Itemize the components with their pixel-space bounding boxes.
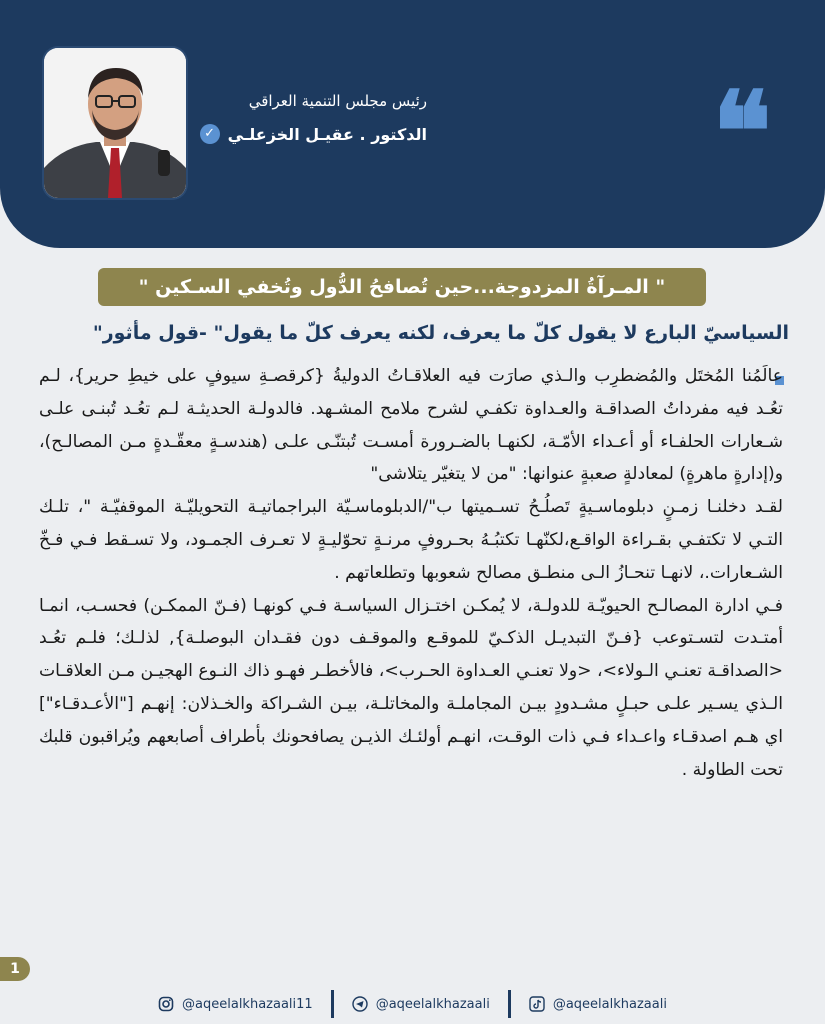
author-role: رئيس مجلس التنمية العراقي <box>248 92 427 110</box>
author-name-row <box>200 124 427 144</box>
article-title-banner <box>98 268 706 306</box>
author-photo <box>44 48 186 198</box>
telegram-handle: @aqeelalkhazaali <box>375 996 490 1012</box>
telegram-icon <box>352 996 368 1012</box>
instagram-icon <box>158 996 174 1012</box>
tiktok-icon <box>529 996 545 1012</box>
author-name: الدكتور . عقيـل الخزعلـي <box>227 124 427 144</box>
instagram-handle: @aqeelalkhazaali11 <box>182 996 313 1012</box>
paragraph-1: عالَمُنا المُختَل والمُضطرِب والـذي صارَت فيه العلاقـاتُ الدوليةُ {كرقصـةِ سيوفٍ على خيطِ حرير}، لـم تعُـد فيه مفرداتُ الصداقـة والعـداوة تكفـي لشرح ملامح المشـهد. فالدولـة الحديثـة لـم تعُـد تُبنـى علـى شـعارات الحلفـاء أو أعـداء الأمّـة، لكنهـا بالضـرورة أمسـت تُبتنّـى علـى (هندسـةٍ معقّـدةٍ مـن المصالـح)، و(إدارةٍ ماهرةٍ) لمعادلةٍ صعبةٍ عنوانها: "من لا يتغيّر يتلاشى" <box>39 366 783 485</box>
social-footer <box>0 984 825 1024</box>
social-tiktok[interactable] <box>508 990 685 1018</box>
page-number: 1 <box>0 957 30 981</box>
article-title: " المـرآةُ المزدوجة...حين تُصافحُ الدُّول وتُخفي السـكين " <box>138 276 666 298</box>
quote-mark-icon: ❝ <box>712 67 772 196</box>
author-info <box>200 92 427 144</box>
article-body <box>39 360 783 786</box>
paragraph-3: فـي ادارة المصالـح الحيويّـة للدولـة، لا يُمكـن اختـزال السياسـة فـي كونهـا (فـنّ الممكـن) فحسـب، انمـا أمتـدت لتسـتوعب {فـنّ التبديـل الذكـيّ للموقـع والموقـف دون فقـدان البوصلـة}, لذلـك؛ فلـم تعُـد <الصداقـة تعنـي الـولاء>، <ولا تعنـي العـداوة الحـرب>، فالأخطـر فهـو ذاك النـوع الهجيـن مـن العلاقـات الـذي يسـير علـى حبـلٍ مشـدودٍ بيـن المجاملـة والمخاتلـة، بيـن الشـراكة والخـذلان: إنهـم ["الأعـدقـاء"] اي هـم اصدقـاء واعـداء فـي ذات الوقـت، انهـم أولئـك الذيـن يصافحونك بأطراف أصابعهم ويُراقبون قلبك تحت الطاولة . <box>39 595 783 780</box>
social-telegram[interactable] <box>331 990 508 1018</box>
tiktok-handle: @aqeelalkhazaali <box>552 996 667 1012</box>
social-instagram[interactable] <box>140 990 331 1018</box>
proverb-quote: السياسيّ البارع لا يقول كلّ ما يعرف، لكنه يعرف كلّ ما يقول" -قول مأثور" <box>92 322 789 344</box>
verified-badge-icon: ✓ <box>200 124 220 144</box>
header-banner <box>0 0 825 248</box>
paragraph-2: لقـد دخلنـا زمـنٍ دبلوماسـيةٍ تَصلُـحُ تسـميتها ب"/الدبلوماسـيّة البراجماتيـة التحويليّـة الموقفيّـة "، تلـك التـي لا تكتفـي بقـراءة الواقـع،لكنّهـا تكتبُـهُ بحـروفٍ مرنـةٍ تحوّليـةٍ لا تعـرف الجمـود، ولا تسـقط فـي فـخّ الشـعارات.، لانهـا تنحـازُ الـى منطـق مصالح شعوبها وتطلعاتهم . <box>39 497 783 583</box>
